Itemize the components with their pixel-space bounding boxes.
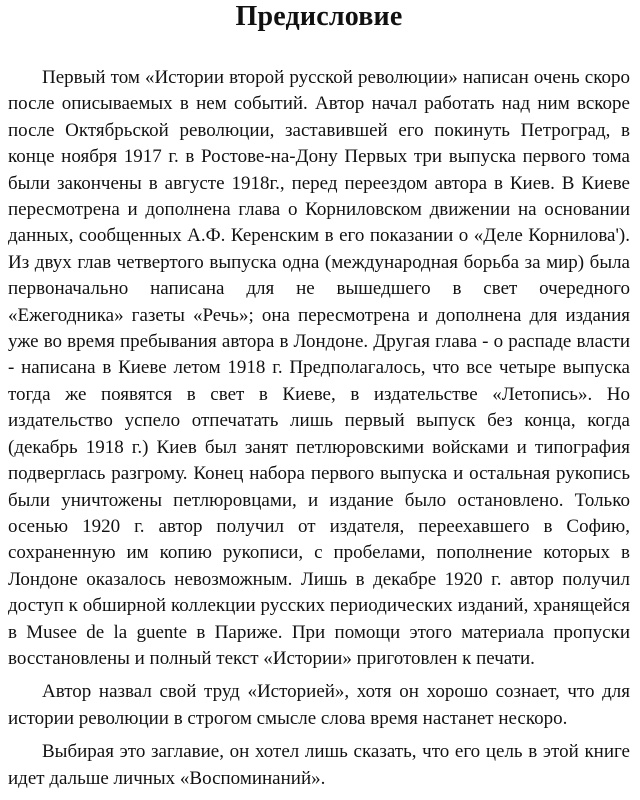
paragraph: Выбирая это заглавие, он хотел лишь сказать, что его цель в этой книге идет дальше личных «Воспоминаний». <box>8 741 630 789</box>
paragraph: Автор назвал свой труд «Историей», хотя он хорошо сознает, что для истории революции в строгом смысле слова время настанет нескоро. <box>8 681 630 729</box>
body-text <box>8 65 630 792</box>
paragraph: Первый том «Истории второй русской революции» написан очень скоро после описываемых в нем событий. Автор начал работать над ним вскоре после Октябрьской революции, заставившей его покинуть Петроград, в конце ноября 1917 г. в Ростове-на-Дону Первых три выпуска первого тома были закончены в августе 1918г., перед переездом автора в Киев. В Киеве пересмотрена и дополнена глава о Корниловском движении на основании данных, сообщенных А.Ф. Керенским в его показании о «Деле Корнилова'). Из двух глав четвертого выпуска одна (международная борьба за мир) была первоначально написана для не вышедшего в свет очередного «Ежегодника» газеты «Речь»; она пересмотрена и дополнена для издания уже во время пребывания автора в Лондоне. Другая глава - о распаде власти - написана в Киеве летом 1918 г. Предполагалось, что все четыре выпуска тогда же появятся в свет в Киеве, в издательстве «Летопись». Но издательство успело отпечатать лишь первый выпуск без конца, когда (декабрь 1918 г.) Киев был занят петлюровскими войсками и типография подверглась разгрому. Конец набора первого выпуска и остальная рукопись были уничтожены петлюровцами, и издание было остановлено. Только осенью 1920 г. автор получил от издателя, переехавшего в Софию, сохраненную им копию рукописи, с пробелами, пополнение которых в Лондоне оказалось невозможным. Лишь в декабре 1920 г. автор получил доступ к обширной коллекции русских периодических изданий, хранящейся в Musee de la guente в Париже. При помощи этого материала пропуски восстановлены и полный текст «Истории» приготовлен к печати. <box>8 67 630 669</box>
page-title: Предисловие <box>235 1 403 32</box>
